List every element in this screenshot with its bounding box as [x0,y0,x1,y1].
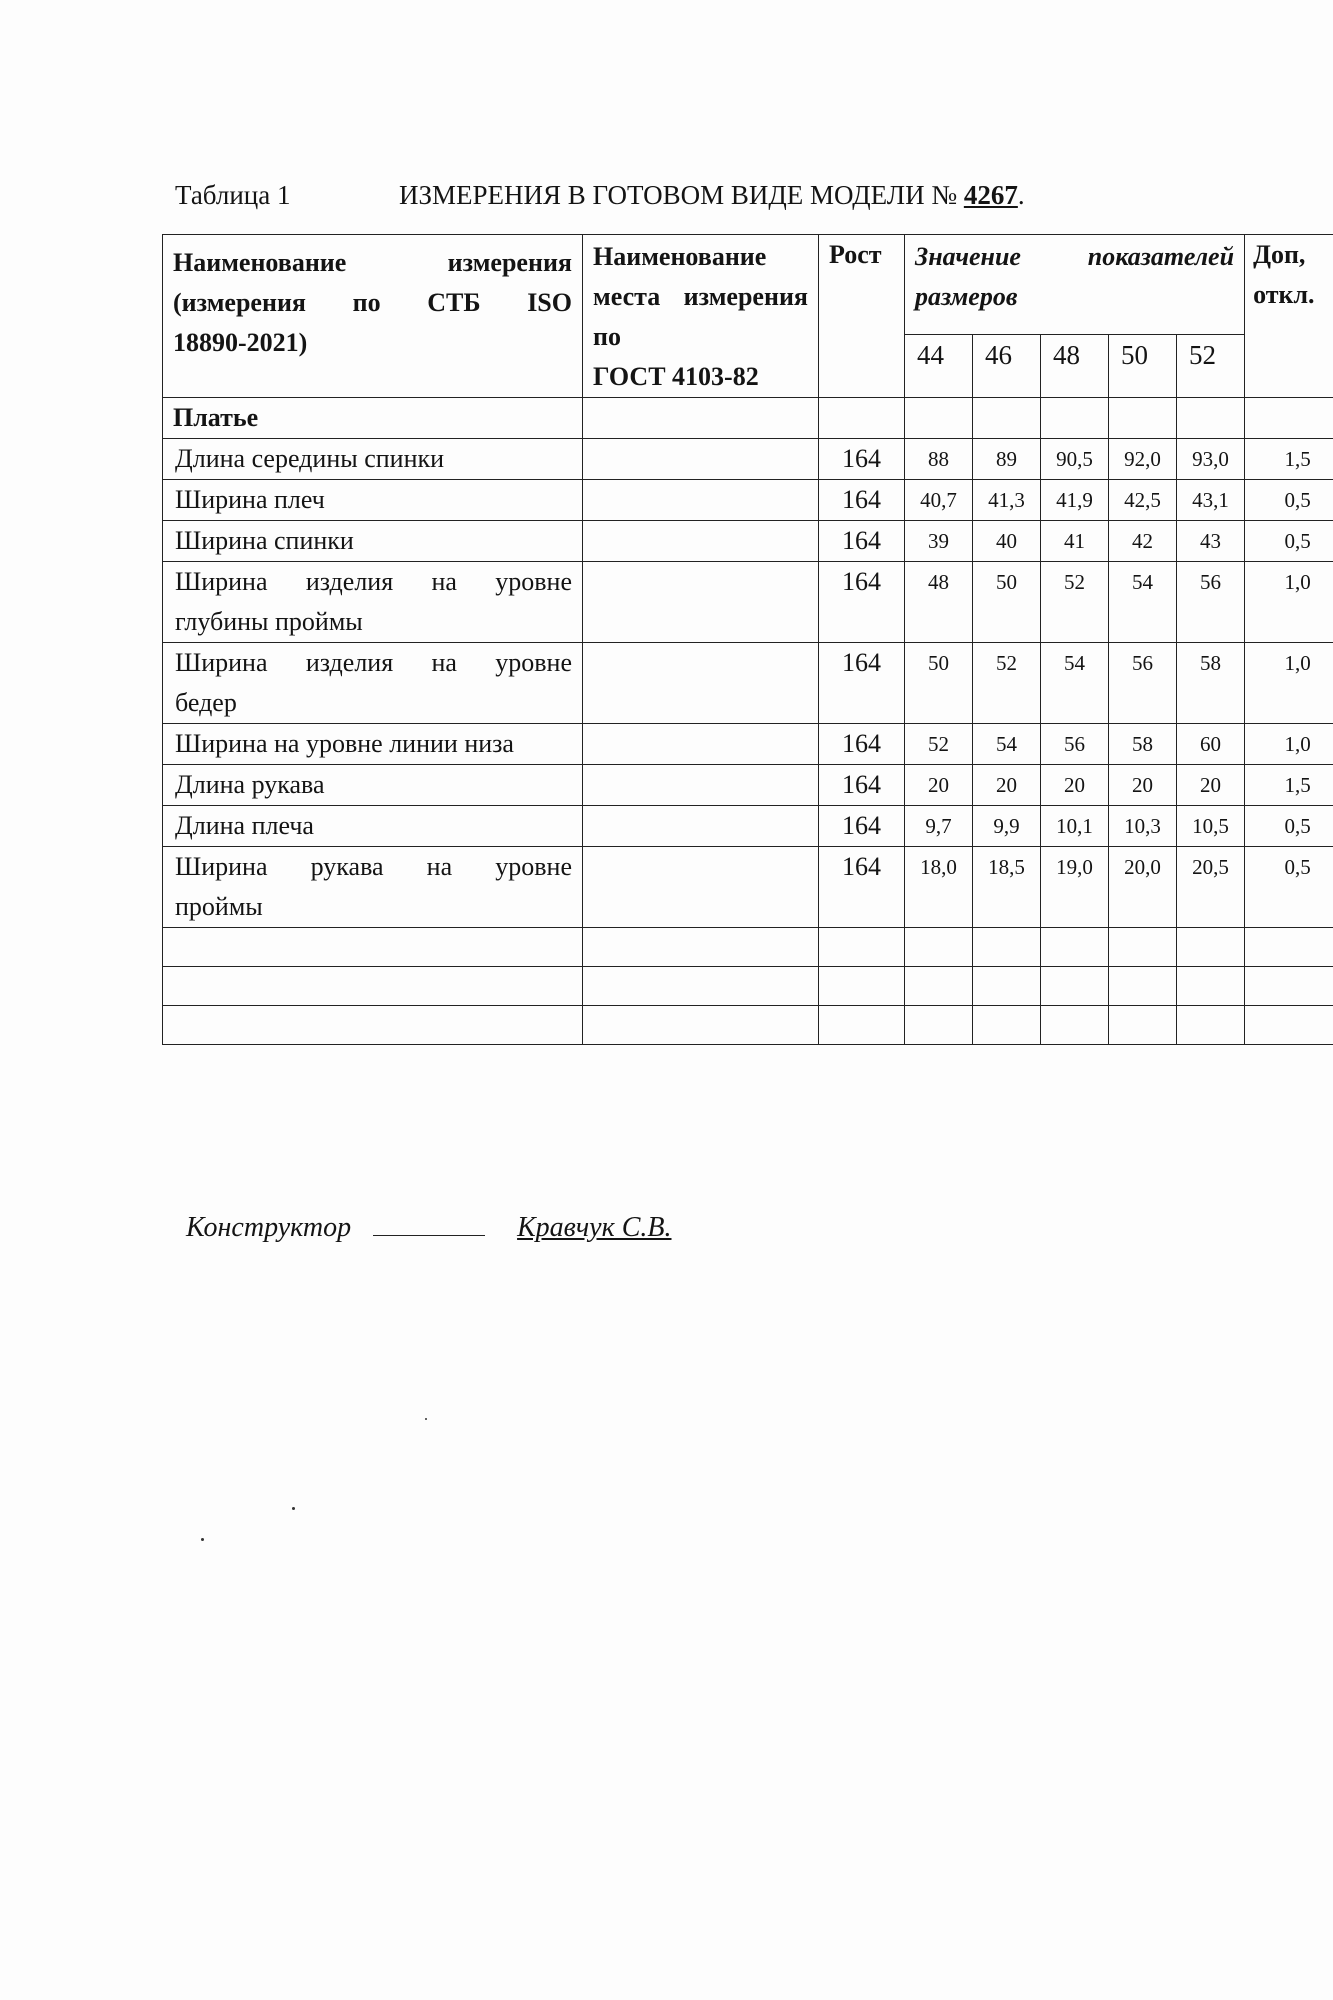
size-value: 54 [1109,562,1177,643]
empty-cell [905,967,973,1006]
measurement-name [163,847,583,928]
measurement-name-line2: проймы [175,892,263,921]
empty-cell [1109,928,1177,967]
empty-cell [1041,928,1109,967]
empty-row [163,928,1333,967]
measurement-name: Ширина плеч [163,480,583,521]
measurements-table [162,234,1333,1045]
size-value: 56 [1109,643,1177,724]
empty-cell [1041,967,1109,1006]
size-value: 9,7 [905,806,973,847]
empty-cell [1109,967,1177,1006]
scan-speck [201,1538,204,1541]
deviation-value: 0,5 [1245,847,1333,928]
size-value: 50 [905,643,973,724]
size-value: 20,0 [1109,847,1177,928]
measurement-name-line2: глубины проймы [175,607,363,636]
measurement-place [583,521,819,562]
empty-cell [163,1006,583,1045]
header-measurement-name [163,235,583,398]
signature-name: Кравчук С.В. [517,1212,672,1243]
empty-cell [583,967,819,1006]
measurement-place [583,562,819,643]
measurements-table-wrapper [162,234,1333,1045]
size-value: 41,9 [1041,480,1109,521]
rost-value: 164 [819,480,905,521]
size-value: 90,5 [1041,439,1109,480]
deviation-value: 1,5 [1245,439,1333,480]
measurement-place [583,765,819,806]
deviation-value: 0,5 [1245,806,1333,847]
size-value: 18,0 [905,847,973,928]
table-row [163,439,1333,480]
rost-value: 164 [819,643,905,724]
empty-cell [905,928,973,967]
size-value: 20,5 [1177,847,1245,928]
rost-value: 164 [819,562,905,643]
empty-cell [1245,967,1333,1006]
table-row [163,521,1333,562]
size-value: 56 [1041,724,1109,765]
header-measurement-place-line1: Наименование места измерения по [593,242,808,351]
size-value: 43 [1177,521,1245,562]
table-row [163,765,1333,806]
empty-cell [819,928,905,967]
empty-cell [1245,398,1333,439]
size-value: 41,3 [973,480,1041,521]
measurement-place [583,806,819,847]
size-value: 10,5 [1177,806,1245,847]
size-46: 46 [973,335,1041,398]
table-row [163,806,1333,847]
size-52: 52 [1177,335,1245,398]
empty-cell [1109,1006,1177,1045]
deviation-value: 1,0 [1245,724,1333,765]
size-value: 52 [905,724,973,765]
deviation-value: 1,0 [1245,643,1333,724]
size-value: 20 [905,765,973,806]
size-value: 93,0 [1177,439,1245,480]
size-value: 10,3 [1109,806,1177,847]
section-title: Платье [163,398,583,439]
signature-role: Конструктор [186,1212,352,1243]
size-value: 41 [1041,521,1109,562]
measurement-place [583,480,819,521]
size-value: 43,1 [1177,480,1245,521]
signature-line [373,1213,485,1236]
empty-cell [905,1006,973,1045]
empty-row [163,1006,1333,1045]
size-value: 39 [905,521,973,562]
measurement-name-line1: Ширина рукава на уровне [175,852,572,881]
rost-value: 164 [819,439,905,480]
table-heading: ИЗМЕРЕНИЯ В ГОТОВОМ ВИДЕ МОДЕЛИ № [399,180,958,210]
size-value: 54 [1041,643,1109,724]
header-measurement-place [583,235,819,398]
size-value: 40 [973,521,1041,562]
empty-cell [163,928,583,967]
size-value: 60 [1177,724,1245,765]
size-value: 52 [1041,562,1109,643]
empty-cell [583,1006,819,1045]
table-row [163,847,1333,928]
size-value: 20 [1109,765,1177,806]
size-value: 20 [1177,765,1245,806]
rost-value: 164 [819,765,905,806]
size-value: 20 [1041,765,1109,806]
empty-cell [1109,398,1177,439]
size-48: 48 [1041,335,1109,398]
size-value: 18,5 [973,847,1041,928]
empty-cell [973,398,1041,439]
size-value: 9,9 [973,806,1041,847]
size-value: 58 [1109,724,1177,765]
empty-cell [905,398,973,439]
empty-cell [1177,1006,1245,1045]
measurement-name-line1: Ширина изделия на уровне [175,567,572,596]
size-value: 50 [973,562,1041,643]
empty-cell [1041,1006,1109,1045]
measurement-place [583,643,819,724]
header-row [163,235,1333,335]
measurement-place [583,847,819,928]
header-size-values: Значение показателей размеров [905,235,1245,335]
size-value: 54 [973,724,1041,765]
header-measurement-name-line2: 18890-2021) [173,328,308,357]
size-44: 44 [905,335,973,398]
measurement-name: Ширина спинки [163,521,583,562]
empty-cell [583,398,819,439]
measurement-place [583,439,819,480]
size-value: 58 [1177,643,1245,724]
header-deviation: Доп, откл. [1245,235,1333,398]
scan-speck [425,1418,427,1420]
size-value: 10,1 [1041,806,1109,847]
size-value: 20 [973,765,1041,806]
size-value: 92,0 [1109,439,1177,480]
header-rost: Рост [819,235,905,398]
rost-value: 164 [819,521,905,562]
measurement-name-line2: бедер [175,688,237,717]
measurement-place [583,724,819,765]
size-value: 19,0 [1041,847,1109,928]
table-row [163,562,1333,643]
table-row [163,643,1333,724]
size-value: 88 [905,439,973,480]
empty-cell [819,1006,905,1045]
size-value: 89 [973,439,1041,480]
deviation-value: 1,0 [1245,562,1333,643]
empty-cell [819,967,905,1006]
signature-block [186,1212,672,1244]
size-value: 42 [1109,521,1177,562]
measurement-name-line1: Ширина изделия на уровне [175,648,572,677]
empty-cell [1245,1006,1333,1045]
empty-cell [583,928,819,967]
empty-cell [1177,398,1245,439]
scan-speck [292,1507,295,1510]
empty-row [163,967,1333,1006]
size-value: 52 [973,643,1041,724]
size-value: 48 [905,562,973,643]
deviation-value: 0,5 [1245,521,1333,562]
deviation-value: 0,5 [1245,480,1333,521]
empty-cell [1177,967,1245,1006]
empty-cell [163,967,583,1006]
empty-cell [973,967,1041,1006]
rost-value: 164 [819,847,905,928]
empty-cell [819,398,905,439]
measurement-name: Длина плеча [163,806,583,847]
measurement-name: Ширина на уровне линии низа [163,724,583,765]
table-row [163,724,1333,765]
size-value: 40,7 [905,480,973,521]
empty-cell [1041,398,1109,439]
deviation-value: 1,5 [1245,765,1333,806]
table-title [175,180,1175,211]
measurement-name [163,562,583,643]
header-measurement-name-line1: Наименование измерения (измерения по СТБ ISO [173,248,572,317]
size-50: 50 [1109,335,1177,398]
header-measurement-place-line2: ГОСТ 4103-82 [593,362,759,391]
measurement-name: Длина рукава [163,765,583,806]
rost-value: 164 [819,806,905,847]
measurement-name [163,643,583,724]
table-row [163,480,1333,521]
section-row [163,398,1333,439]
title-period: . [1017,180,1025,210]
model-number: 4267 [963,180,1018,210]
empty-cell [1245,928,1333,967]
measurement-name: Длина середины спинки [163,439,583,480]
table-label: Таблица 1 [175,180,291,210]
empty-cell [973,928,1041,967]
size-value: 42,5 [1109,480,1177,521]
empty-cell [973,1006,1041,1045]
size-value: 56 [1177,562,1245,643]
rost-value: 164 [819,724,905,765]
empty-cell [1177,928,1245,967]
